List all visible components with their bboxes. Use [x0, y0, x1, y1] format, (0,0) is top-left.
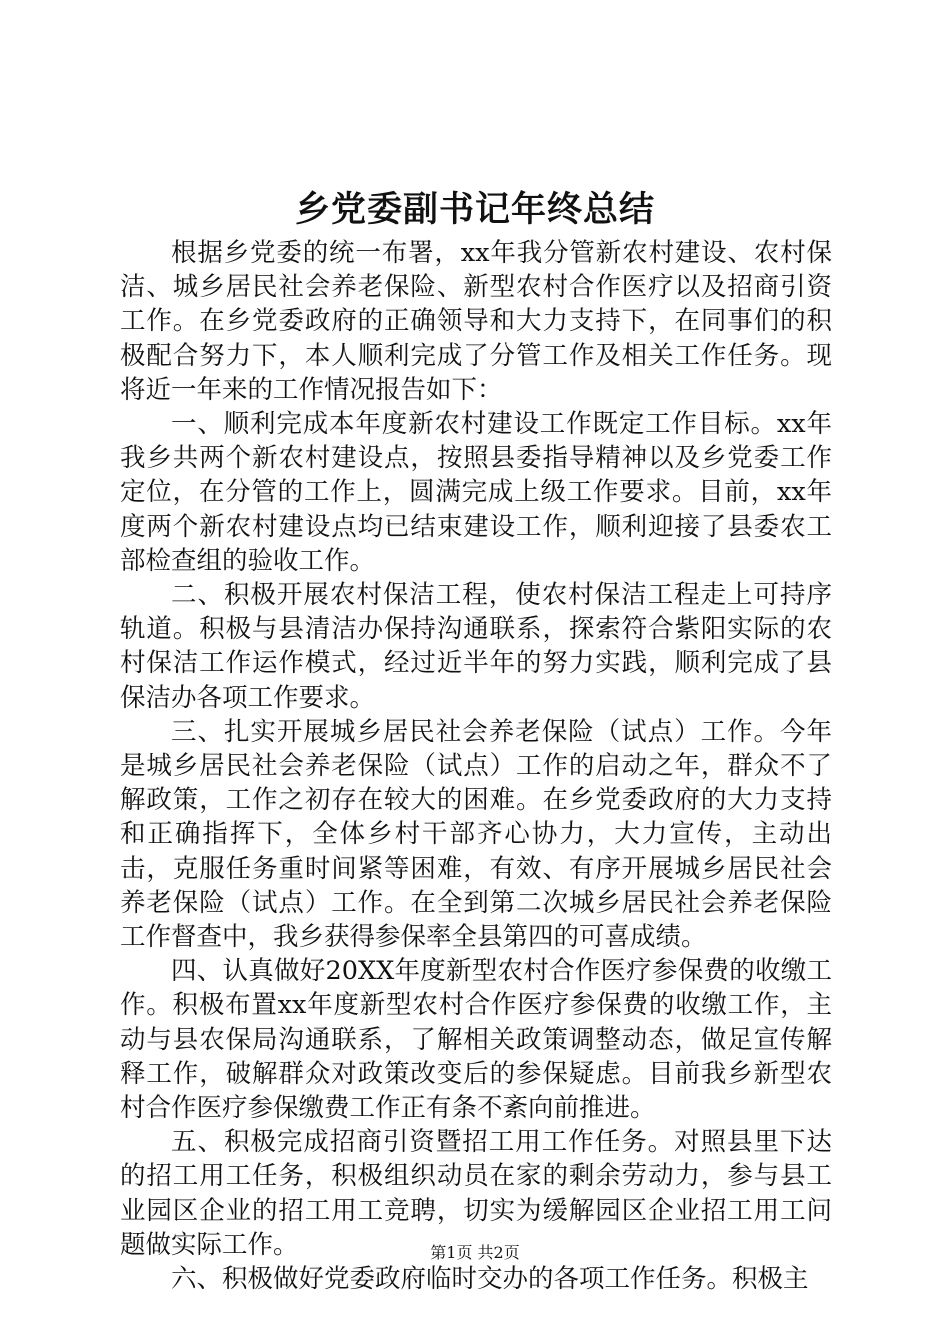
paragraph-2: 二、积极开展农村保洁工程，使农村保洁工程走上可持序轨道。积极与县清洁办保持沟通联系，探索符合紫阳实际的农村保洁工作运作模式，经过近半年的努力实践，顺利完成了县保洁办各项工作要求。	[120, 580, 832, 713]
paragraph-intro: 根据乡党委的统一布署，xx年我分管新农村建设、农村保洁、城乡居民社会养老保险、新型农村合作医疗以及招商引资工作。在乡党委政府的正确领导和大力支持下，在同事们的积极配合努力下，本人顺利完成了分管工作及相关工作任务。现将近一年来的工作情况报告如下：	[120, 238, 832, 405]
paragraph-6: 六、积极做好党委政府临时交办的各项工作任务。积极主	[171, 1264, 809, 1295]
page-footer: 第1页 共2页	[430, 1243, 520, 1262]
paragraph-3: 三、扎实开展城乡居民社会养老保险（试点）工作。今年是城乡居民社会养老保险（试点）工作的启动之年，群众不了解政策，工作之初存在较大的困难。在乡党委政府的大力支持和正确指挥下，全体乡村干部齐心协力，大力宣传，主动出击，克服任务重时间紧等困难，有效、有序开展城乡居民社会养老保险（试点）工作。在全到第二次城乡居民社会养老保险工作督查中，我乡获得参保率全县第四的可喜成绩。	[120, 716, 832, 953]
paragraph-4: 四、认真做好20XX年度新型农村合作医疗参保费的收缴工作。积极布置xx年度新型农村合作医疗参保费的收缴工作，主动与县农保局沟通联系，了解相关政策调整动态，做足宣传解释工作，破解群众对政策改变后的参保疑虑。目前我乡新型农村合作医疗参保缴费工作正有条不紊向前推进。	[120, 956, 832, 1124]
document-body	[120, 236, 832, 1296]
paragraph-1: 一、顺利完成本年度新农村建设工作既定工作目标。xx年我乡共两个新农村建设点，按照县委指导精神以及乡党委工作定位，在分管的工作上，圆满完成上级工作要求。目前，xx年度两个新农村建设点均已结束建设工作，顺利迎接了县委农工部检查组的验收工作。	[120, 409, 832, 576]
document-title: 乡党委副书记年终总结	[294, 189, 655, 230]
paragraph-5: 五、积极完成招商引资暨招工用工作任务。对照县里下达的招工用工任务，积极组织动员在家的剩余劳动力，参与县工业园区企业的招工用工竞聘，切实为缓解园区企业招工用工问题做实际工作。	[120, 1127, 832, 1260]
